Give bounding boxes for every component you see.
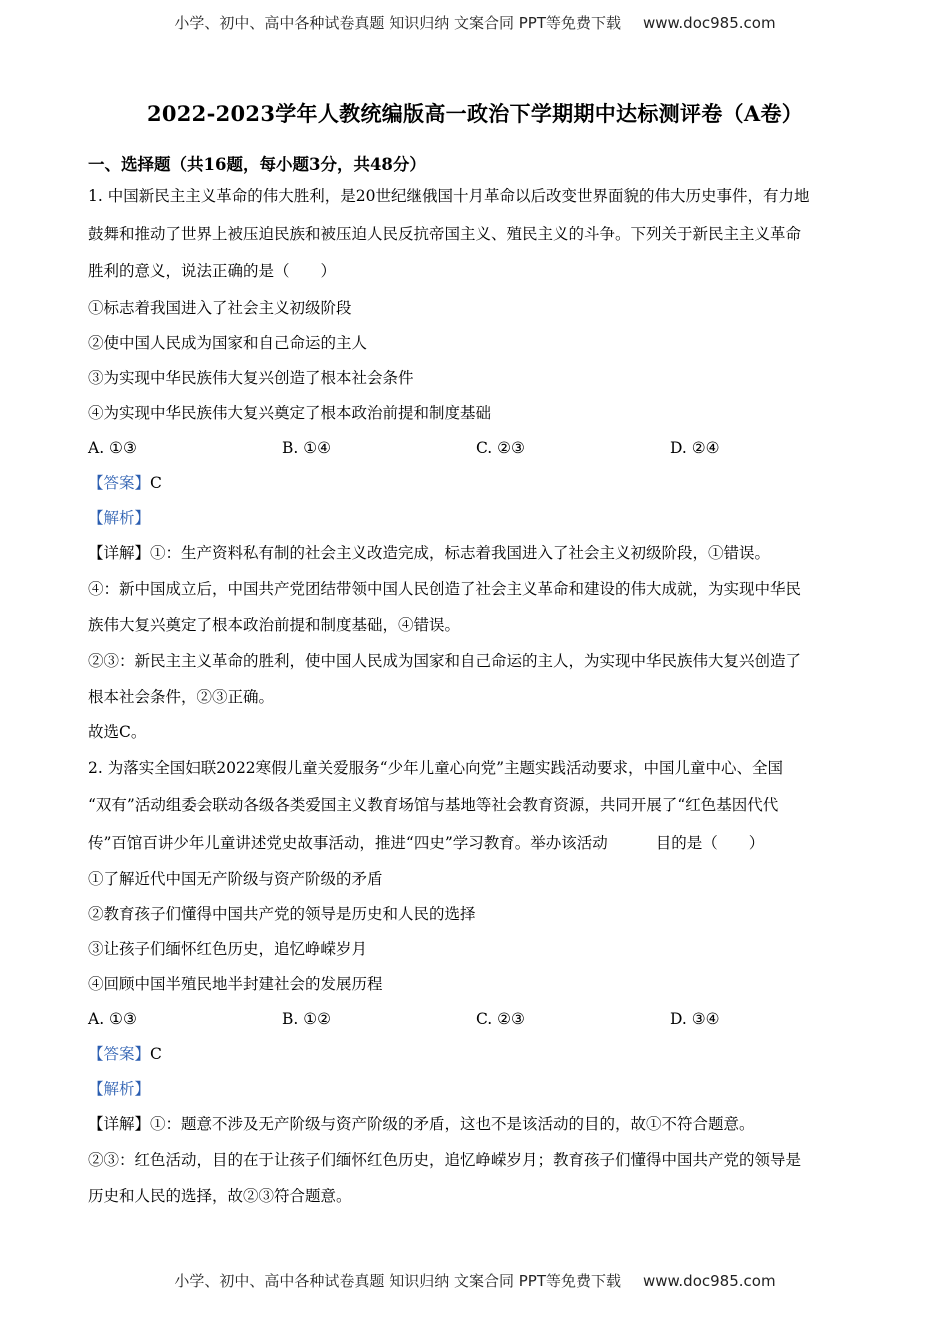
q1-item: ③为实现中华民族伟大复兴创造了根本社会条件 xyxy=(88,368,414,387)
question-1 xyxy=(88,178,868,750)
q1-detail-line: ④：新中国成立后，中国共产党团结带领中国人民创造了社会主义革命和建设的伟大成就，为实现中华民 xyxy=(88,579,802,598)
q2-answer xyxy=(88,1037,868,1072)
q1-item: ④为实现中华民族伟大复兴奠定了根本政治前提和制度基础 xyxy=(88,403,492,422)
q1-option-a: A. ①③ xyxy=(88,438,137,457)
header-url[interactable]: www.doc985.com xyxy=(642,14,776,32)
q2-stem-text: 目的是（ ） xyxy=(655,833,765,852)
q1-stem-line: 1. 中国新民主主义革命的伟大胜利，是20世纪继俄国十月革命以后改变世界面貌的伟大历史事件，有力地 xyxy=(88,187,810,205)
q1-detail-line: 【详解】①：生产资料私有制的社会主义改造完成，标志着我国进入了社会主义初级阶段，①错误。 xyxy=(88,543,771,562)
page-title: 2022-2023学年人教统编版高一政治下学期期中达标测评卷（A卷） xyxy=(146,101,804,126)
q2-item: ②教育孩子们懂得中国共产党的领导是历史和人民的选择 xyxy=(88,905,476,923)
q1-option-b: B. ①④ xyxy=(282,438,332,457)
footer-text: 小学、初中、高中各种试卷真题 知识归纳 文案合同 PPT等免费下载 xyxy=(174,1272,621,1290)
q1-item: ②使中国人民成为国家和自己命运的主人 xyxy=(88,333,368,352)
q1-options xyxy=(88,431,868,466)
q1-detail-line: 根本社会条件，②③正确。 xyxy=(88,687,275,706)
q1-stem-line: 胜利的意义，说法正确的是（ ） xyxy=(88,262,337,280)
q1-option-c: C. ②③ xyxy=(476,438,525,457)
q2-options xyxy=(88,1002,868,1037)
q2-detail-line: 历史和人民的选择，故②③符合题意。 xyxy=(88,1187,352,1205)
question-2 xyxy=(88,750,868,1215)
q1-detail-line: ②③：新民主主义革命的胜利，使中国人民成为国家和自己命运的主人，为实现中华民族伟大复兴创造了 xyxy=(88,651,802,670)
header-text: 小学、初中、高中各种试卷真题 知识归纳 文案合同 PPT等免费下载 xyxy=(174,14,621,32)
q2-stem-line: “双有”活动组委会联动各级各类爱国主义教育场馆与基地等社会教育资源，共同开展了“红色基因代代 xyxy=(88,796,779,814)
page-footer xyxy=(0,1270,950,1291)
q2-detail-line: ②③：红色活动，目的在于让孩子们缅怀红色历史，追忆峥嵘岁月；教育孩子们懂得中国共产党的领导是 xyxy=(88,1151,802,1169)
q2-stem-line xyxy=(88,825,868,863)
q1-stem-line: 鼓舞和推动了世界上被压迫民族和被压迫人民反抗帝国主义、殖民主义的斗争。下列关于新民主主义革命 xyxy=(88,224,802,243)
answer-tag: 【答案】 xyxy=(88,1045,151,1063)
q2-item: ③让孩子们缅怀红色历史，追忆峥嵘岁月 xyxy=(88,940,368,958)
q2-option-a: A. ①③ xyxy=(88,1010,137,1028)
footer-url[interactable]: www.doc985.com xyxy=(642,1272,776,1290)
page-header xyxy=(0,12,950,33)
q2-option-b: B. ①② xyxy=(282,1010,332,1028)
q2-option-d: D. ③④ xyxy=(670,1010,720,1028)
q2-item: ①了解近代中国无产阶级与资产阶级的矛盾 xyxy=(88,870,383,888)
q2-stem-line: 2. 为落实全国妇联2022寒假儿童关爱服务“少年儿童心向党”主题实践活动要求，中国儿童中心、全国 xyxy=(88,758,784,777)
q2-detail-line: 【详解】①：题意不涉及无产阶级与资产阶级的矛盾，这也不是该活动的目的，故①不符合题意。 xyxy=(88,1115,755,1133)
answer-tag: 【答案】 xyxy=(88,473,151,492)
analysis-tag: 【解析】 xyxy=(88,508,151,527)
answer-value: C xyxy=(150,473,162,492)
q1-detail-line: 故选C。 xyxy=(88,722,147,741)
q1-answer xyxy=(88,466,868,501)
q1-option-d: D. ②④ xyxy=(670,438,720,457)
q2-option-c: C. ②③ xyxy=(476,1010,525,1028)
document-body xyxy=(88,152,868,1214)
answer-value: C xyxy=(150,1045,162,1063)
section-heading: 一、选择题（共16题，每小题3分，共48分） xyxy=(88,155,426,174)
q1-detail-line: 族伟大复兴奠定了根本政治前提和制度基础，④错误。 xyxy=(88,615,461,634)
q2-stem-text: 传”百馆百讲少年儿童讲述党史故事活动，推进“四史”学习教育。举办该活动 xyxy=(88,833,608,852)
q2-item: ④回顾中国半殖民地半封建社会的发展历程 xyxy=(88,975,383,993)
analysis-tag: 【解析】 xyxy=(88,1080,151,1098)
q1-item: ①标志着我国进入了社会主义初级阶段 xyxy=(88,298,352,317)
